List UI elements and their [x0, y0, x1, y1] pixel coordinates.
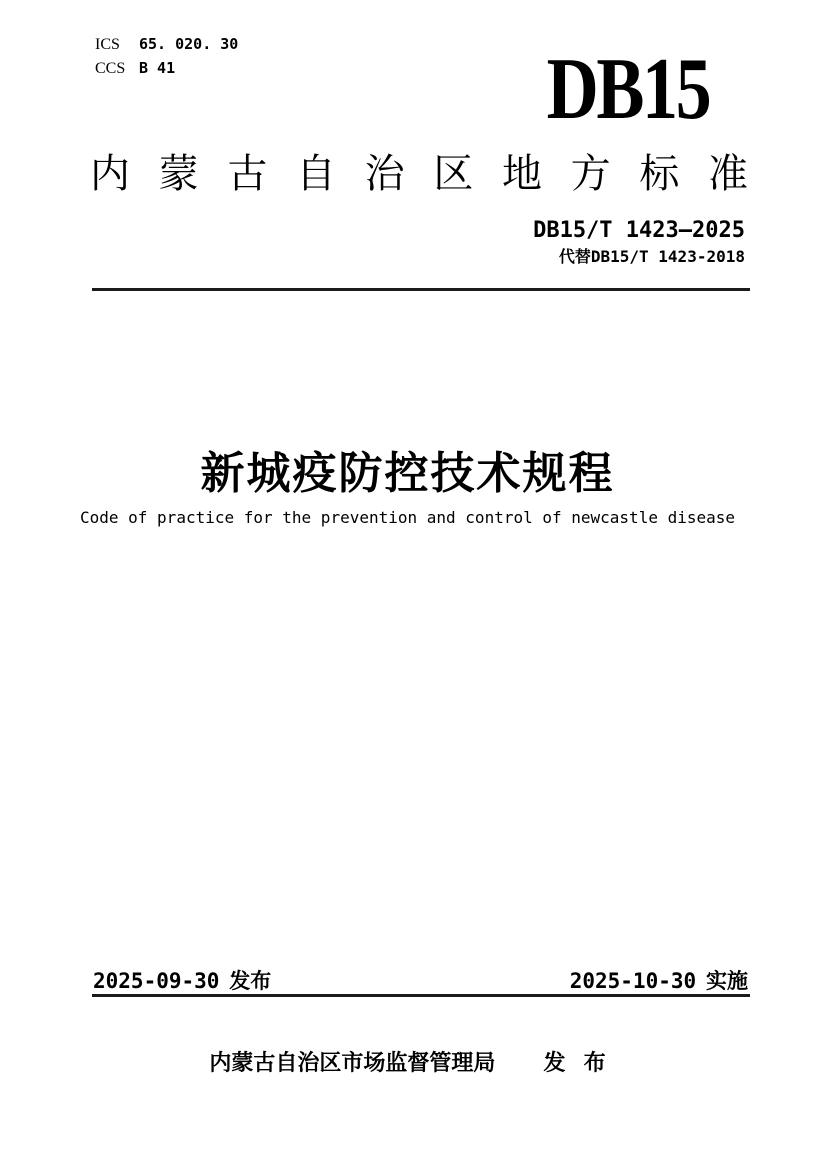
- issue-date: 2025-09-30: [93, 969, 220, 993]
- publisher-name: 内蒙古自治区市场监督管理局: [209, 1050, 496, 1075]
- ccs-label: CCS: [95, 60, 126, 77]
- standard-number-block: [533, 218, 745, 267]
- document-title-english: Code of practice for the prevention and control of newcastle disease: [79, 508, 736, 527]
- publisher-row: [0, 1046, 815, 1077]
- issue-label: 发布: [229, 970, 272, 993]
- document-title-chinese: 新城疫防控技术规程: [200, 449, 615, 498]
- ics-value: 65. 020. 30: [139, 35, 239, 53]
- implement-label: 实施: [706, 970, 748, 993]
- header-divider-line: [92, 288, 750, 291]
- issue-date-group: [93, 965, 271, 995]
- ics-code-line: [95, 35, 238, 54]
- standard-number: DB15/T 1423—2025: [533, 218, 745, 243]
- implement-date: 2025-10-30: [569, 969, 697, 993]
- ccs-code-line: [95, 59, 238, 78]
- replaces-note: 代替DB15/T 1423-2018: [558, 247, 745, 266]
- ccs-value: B 41: [139, 59, 176, 77]
- db15-logotype: DB15: [546, 41, 709, 138]
- standard-category-heading: 内蒙古自治区地方标准: [90, 152, 748, 196]
- implement-date-group: [570, 965, 748, 995]
- dates-row: [93, 965, 748, 995]
- classification-codes: [95, 35, 238, 83]
- ics-label: ICS: [95, 36, 120, 53]
- publish-action-label: 发 布: [543, 1050, 606, 1075]
- footer-divider-line: [92, 994, 750, 997]
